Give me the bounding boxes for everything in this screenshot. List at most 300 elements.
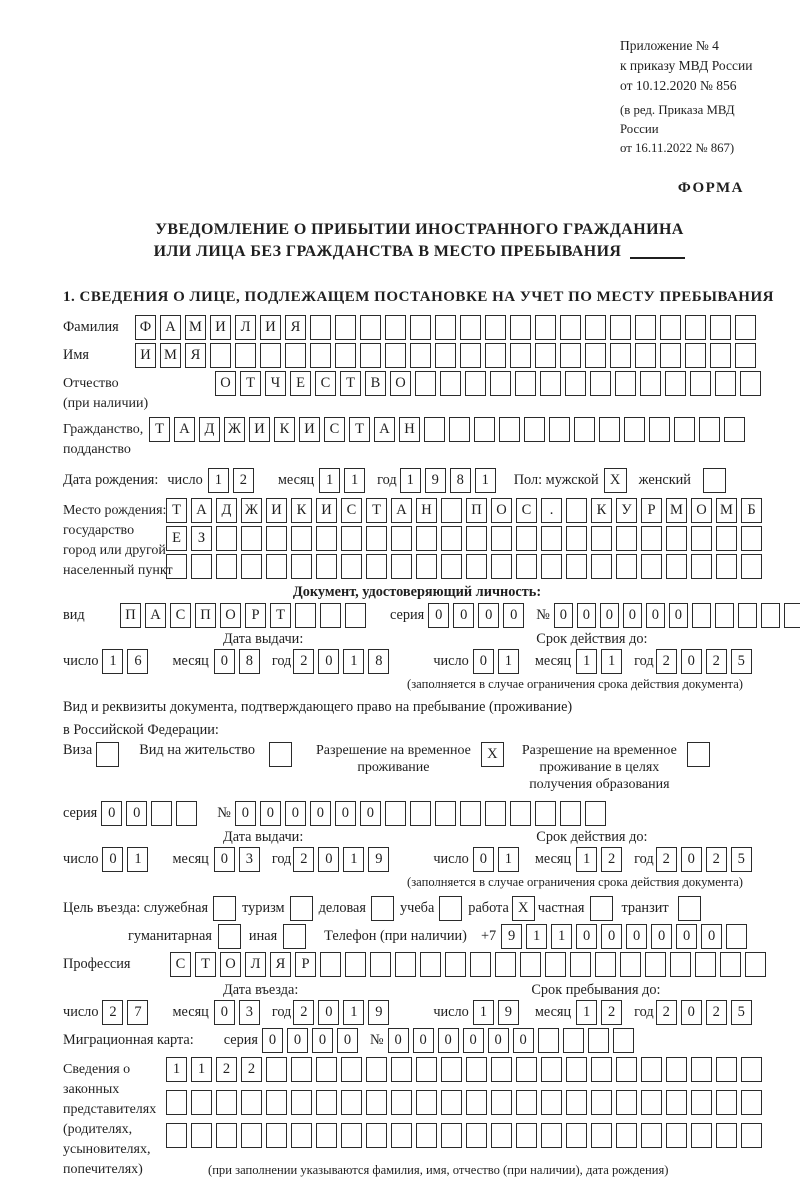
char-cell: 0 <box>473 649 494 674</box>
cell-group <box>293 649 393 674</box>
char-cell <box>691 1123 712 1148</box>
label-text: транзит <box>621 900 669 916</box>
char-cell: 3 <box>239 1000 260 1025</box>
char-cell <box>391 1090 412 1115</box>
char-cell: 2 <box>706 847 727 872</box>
char-cell <box>335 315 356 340</box>
char-cell <box>538 1028 559 1053</box>
char-cell <box>266 526 287 551</box>
char-cell <box>266 1090 287 1115</box>
char-cell: 0 <box>681 847 702 872</box>
residence-validity-note <box>63 874 776 890</box>
title-blank-underline <box>630 257 685 259</box>
char-cell <box>241 1090 262 1115</box>
char-cell: 0 <box>214 649 235 674</box>
char-cell: 1 <box>208 468 229 493</box>
label-text: учеба <box>399 900 435 916</box>
label-text: законных <box>63 1082 120 1097</box>
label-text: (родителях, <box>63 1122 133 1137</box>
char-cell: В <box>365 371 386 396</box>
char-cell: 1 <box>191 1057 212 1082</box>
char-cell: Т <box>366 498 387 523</box>
char-cell: 9 <box>501 924 522 949</box>
char-cell: Ж <box>241 498 262 523</box>
char-cell: 1 <box>601 649 622 674</box>
char-cell: С <box>324 417 345 442</box>
label-text: Цель въезда: служебная <box>63 900 209 916</box>
char-cell <box>535 801 556 826</box>
cell-group <box>170 952 770 977</box>
label-text: год <box>377 472 397 488</box>
char-cell <box>410 315 431 340</box>
label-text: число <box>63 1004 99 1020</box>
row-patronymic <box>63 371 776 414</box>
section1-heading: 1. СВЕДЕНИЯ О ЛИЦЕ, ПОДЛЕЖАЩЕМ ПОСТАНОВКЕ НА УЧЕТ ПО МЕСТУ ПРЕБЫВАНИЯ <box>63 289 774 305</box>
label-text: город или другой <box>63 543 166 558</box>
char-cell <box>640 371 661 396</box>
label-text: Пол: мужской <box>513 472 599 488</box>
char-cell <box>345 952 366 977</box>
char-cell: И <box>210 315 231 340</box>
char-cell <box>716 1057 737 1082</box>
char-cell: А <box>191 498 212 523</box>
label-text: серия <box>63 805 98 821</box>
char-cell: К <box>291 498 312 523</box>
char-cell <box>666 554 687 579</box>
char-cell <box>740 371 761 396</box>
char-cell <box>610 343 631 368</box>
row-migration-card <box>63 1028 776 1053</box>
char-cell <box>216 1123 237 1148</box>
char-cell <box>166 554 187 579</box>
revision-line: от 16.11.2022 № 867) <box>620 141 735 155</box>
char-cell: А <box>374 417 395 442</box>
char-cell: Т <box>349 417 370 442</box>
appendix-line: к приказу МВД России <box>620 58 753 73</box>
label-text: деловая <box>318 900 366 916</box>
char-cell <box>541 554 562 579</box>
char-cell <box>585 315 606 340</box>
label-text: № <box>536 607 550 623</box>
char-cell <box>441 1057 462 1082</box>
char-cell: 1 <box>475 468 496 493</box>
label-text: Срок пребывания до: <box>531 982 661 998</box>
cell-group <box>554 603 800 628</box>
char-cell: 0 <box>287 1028 308 1053</box>
char-cell <box>545 952 566 977</box>
label-text: Разрешение на временное <box>521 743 677 758</box>
cell-group <box>501 924 751 949</box>
char-cell <box>566 1090 587 1115</box>
char-cell <box>441 526 462 551</box>
char-cell <box>345 603 366 628</box>
temp-residence-education-checkbox <box>687 742 710 767</box>
cell-group <box>214 649 264 674</box>
label-text: месяц <box>534 653 572 669</box>
char-cell <box>716 1090 737 1115</box>
char-cell: Н <box>416 498 437 523</box>
label-text: Миграционная карта: <box>63 1032 194 1048</box>
label-text: (при наличии) <box>63 396 149 411</box>
char-cell <box>410 343 431 368</box>
label-text: число <box>63 653 99 669</box>
label-block <box>63 498 173 581</box>
char-cell <box>761 603 780 628</box>
char-cell <box>485 343 506 368</box>
char-cell: У <box>616 498 637 523</box>
char-cell <box>491 1057 512 1082</box>
char-cell <box>391 1123 412 1148</box>
label-text: серия <box>223 1032 258 1048</box>
char-cell: 0 <box>360 801 381 826</box>
char-cell <box>470 952 491 977</box>
char-cell <box>735 315 756 340</box>
char-cell: И <box>260 315 281 340</box>
residence-permit-checkbox <box>269 742 292 767</box>
char-cell <box>566 526 587 551</box>
char-cell <box>366 1057 387 1082</box>
char-cell: П <box>195 603 216 628</box>
cell-group <box>293 1000 393 1025</box>
char-cell <box>641 1057 662 1082</box>
char-cell <box>360 315 381 340</box>
char-cell <box>366 554 387 579</box>
purpose-tourism-checkbox <box>290 896 313 921</box>
row-profession <box>63 952 776 977</box>
char-cell: Я <box>270 952 291 977</box>
label-block <box>63 371 215 414</box>
row-doc-dates <box>63 649 776 674</box>
char-cell: 5 <box>731 847 752 872</box>
char-cell <box>540 371 561 396</box>
char-cell: 0 <box>337 1028 358 1053</box>
char-cell: Я <box>285 315 306 340</box>
appendix-block <box>620 36 776 158</box>
label-text: число <box>433 653 469 669</box>
char-cell <box>613 1028 634 1053</box>
char-cell <box>441 554 462 579</box>
label-text: № <box>217 805 231 821</box>
char-cell <box>595 952 616 977</box>
char-cell <box>665 371 686 396</box>
char-cell <box>641 554 662 579</box>
char-cell <box>495 952 516 977</box>
form-title <box>63 219 776 263</box>
label-text: Виза <box>63 742 93 758</box>
char-cell <box>535 343 556 368</box>
purpose-other-checkbox <box>283 924 306 949</box>
char-cell <box>341 1090 362 1115</box>
row-residence-doc-series <box>63 801 776 826</box>
label-text: месяц <box>534 851 572 867</box>
label-text: Имя <box>63 347 89 363</box>
char-cell <box>316 1090 337 1115</box>
char-cell <box>516 526 537 551</box>
label-text: год <box>634 1004 654 1020</box>
char-cell <box>641 526 662 551</box>
char-cell <box>235 343 256 368</box>
char-cell: 7 <box>127 1000 148 1025</box>
char-cell <box>266 554 287 579</box>
char-cell <box>316 1123 337 1148</box>
char-cell <box>566 1123 587 1148</box>
row-residence-dates <box>63 847 776 872</box>
char-cell <box>691 1057 712 1082</box>
label-block <box>63 1057 166 1180</box>
char-cell: И <box>135 343 156 368</box>
char-cell <box>710 315 731 340</box>
char-cell <box>291 1090 312 1115</box>
purpose-private-checkbox <box>590 896 613 921</box>
char-cell <box>735 343 756 368</box>
label-text: Документ, удостоверяющий личность: <box>292 584 542 600</box>
char-cell: 0 <box>646 603 665 628</box>
label-text: проживание <box>357 760 430 775</box>
char-cell <box>499 417 520 442</box>
cell-rows <box>166 1057 766 1148</box>
char-cell <box>516 1123 537 1148</box>
char-cell: 1 <box>473 1000 494 1025</box>
char-cell <box>416 1057 437 1082</box>
cell-group <box>214 1000 264 1025</box>
char-cell: 1 <box>343 847 364 872</box>
cell-group <box>149 417 749 442</box>
char-cell <box>210 343 231 368</box>
char-cell <box>465 371 486 396</box>
char-cell <box>466 1123 487 1148</box>
char-cell: И <box>266 498 287 523</box>
char-cell <box>370 952 391 977</box>
char-cell <box>610 315 631 340</box>
char-cell: 0 <box>285 801 306 826</box>
char-cell <box>360 343 381 368</box>
char-cell <box>491 1090 512 1115</box>
char-cell <box>741 554 762 579</box>
char-cell <box>666 526 687 551</box>
char-cell: 2 <box>102 1000 123 1025</box>
char-cell <box>241 1123 262 1148</box>
char-cell <box>366 1123 387 1148</box>
cell-group <box>473 1000 523 1025</box>
char-cell: 5 <box>731 649 752 674</box>
char-cell <box>660 315 681 340</box>
label-text: год <box>271 653 292 669</box>
cell-rows <box>149 417 749 442</box>
char-cell: И <box>316 498 337 523</box>
char-cell <box>491 526 512 551</box>
char-cell: 2 <box>601 847 622 872</box>
temp-residence-permit-checkbox: X <box>481 742 504 767</box>
row-residence-doc-type <box>63 742 776 793</box>
char-cell <box>341 554 362 579</box>
cell-rows <box>166 498 766 579</box>
char-cell: 9 <box>425 468 446 493</box>
char-cell: 0 <box>335 801 356 826</box>
cell-group <box>388 1028 638 1053</box>
cell-group <box>215 371 765 396</box>
char-cell: 0 <box>554 603 573 628</box>
char-cell <box>685 315 706 340</box>
char-cell: 1 <box>576 1000 597 1025</box>
char-cell: 0 <box>503 603 524 628</box>
char-cell <box>491 1123 512 1148</box>
char-cell <box>216 1090 237 1115</box>
char-cell <box>415 371 436 396</box>
char-cell <box>741 1090 762 1115</box>
char-cell: 0 <box>101 801 122 826</box>
char-cell <box>585 343 606 368</box>
form-body <box>63 315 776 1178</box>
char-cell <box>590 371 611 396</box>
revision-line: (в ред. Приказа МВД России <box>620 103 735 136</box>
char-cell <box>741 526 762 551</box>
char-cell <box>335 343 356 368</box>
char-cell: Т <box>270 603 291 628</box>
label-text: Гражданство, <box>63 422 144 437</box>
char-cell: 2 <box>656 1000 677 1025</box>
char-cell <box>716 554 737 579</box>
char-cell <box>260 343 281 368</box>
char-cell <box>491 554 512 579</box>
char-cell <box>616 554 637 579</box>
char-cell <box>216 526 237 551</box>
char-cell <box>715 371 736 396</box>
char-cell: 6 <box>127 649 148 674</box>
char-cell <box>385 801 406 826</box>
label-text: № <box>370 1032 384 1048</box>
char-cell <box>635 315 656 340</box>
char-cell <box>563 1028 584 1053</box>
label-text: число <box>63 851 99 867</box>
cell-group <box>262 1028 362 1053</box>
char-cell <box>591 1057 612 1082</box>
char-cell <box>574 417 595 442</box>
char-cell: С <box>170 603 191 628</box>
char-cell <box>524 417 545 442</box>
char-cell <box>591 1090 612 1115</box>
char-cell <box>691 1090 712 1115</box>
label-text: месяц <box>172 653 209 669</box>
char-cell: 0 <box>669 603 688 628</box>
char-cell: 0 <box>214 1000 235 1025</box>
cell-group <box>235 801 610 826</box>
char-cell <box>391 526 412 551</box>
cell-group <box>101 801 201 826</box>
label-text: (заполняется в случае ограничения срока действия документа) <box>407 676 743 691</box>
char-cell: М <box>666 498 687 523</box>
char-cell <box>541 1057 562 1082</box>
char-cell <box>691 554 712 579</box>
label-text: усыновителях, <box>63 1142 151 1157</box>
cell-group <box>166 1123 766 1148</box>
char-cell <box>685 343 706 368</box>
char-cell <box>570 952 591 977</box>
char-cell: 1 <box>498 847 519 872</box>
label-text: работа <box>468 900 509 916</box>
label-text: Дата въезда: <box>223 982 299 998</box>
cell-group <box>166 498 766 523</box>
char-cell: А <box>391 498 412 523</box>
char-cell: Д <box>216 498 237 523</box>
char-cell: 0 <box>438 1028 459 1053</box>
char-cell: 8 <box>239 649 260 674</box>
char-cell <box>460 315 481 340</box>
label-text: получения образования <box>529 777 670 792</box>
char-cell <box>485 801 506 826</box>
char-cell <box>566 498 587 523</box>
char-cell <box>341 526 362 551</box>
char-cell <box>191 1090 212 1115</box>
char-cell <box>660 343 681 368</box>
char-cell <box>510 343 531 368</box>
char-cell <box>485 315 506 340</box>
char-cell: 1 <box>127 847 148 872</box>
cell-group <box>576 847 626 872</box>
char-cell: 2 <box>656 649 677 674</box>
char-cell <box>560 801 581 826</box>
doc-dates-header <box>63 631 776 648</box>
char-cell <box>416 1090 437 1115</box>
char-cell: К <box>591 498 612 523</box>
char-cell: О <box>491 498 512 523</box>
char-cell: А <box>145 603 166 628</box>
char-cell: 0 <box>626 924 647 949</box>
char-cell <box>316 1057 337 1082</box>
char-cell: 0 <box>312 1028 333 1053</box>
char-cell <box>191 554 212 579</box>
identity-doc-heading <box>63 584 776 601</box>
char-cell <box>310 343 331 368</box>
char-cell: 0 <box>513 1028 534 1053</box>
char-cell <box>699 417 720 442</box>
char-cell: 1 <box>526 924 547 949</box>
char-cell: Л <box>245 952 266 977</box>
char-cell: Б <box>741 498 762 523</box>
char-cell: 0 <box>601 924 622 949</box>
char-cell <box>285 343 306 368</box>
label-text: Разрешение на временное <box>315 743 471 758</box>
char-cell <box>588 1028 609 1053</box>
char-cell: 2 <box>656 847 677 872</box>
char-cell: Р <box>641 498 662 523</box>
char-cell <box>474 417 495 442</box>
char-cell <box>566 554 587 579</box>
char-cell: С <box>341 498 362 523</box>
char-cell <box>466 1057 487 1082</box>
label-text: Вид на жительство <box>139 742 255 758</box>
char-cell <box>424 417 445 442</box>
char-cell: Е <box>290 371 311 396</box>
char-cell <box>516 554 537 579</box>
label-text: представителях <box>63 1102 157 1117</box>
char-cell: . <box>541 498 562 523</box>
char-cell <box>291 554 312 579</box>
char-cell <box>441 1090 462 1115</box>
label-text: Телефон (при наличии) <box>324 928 467 944</box>
char-cell: 1 <box>166 1057 187 1082</box>
char-cell: Н <box>399 417 420 442</box>
row-birth-place <box>63 498 776 581</box>
char-cell <box>291 1123 312 1148</box>
char-cell: 0 <box>413 1028 434 1053</box>
char-cell: А <box>160 315 181 340</box>
char-cell: К <box>274 417 295 442</box>
char-cell <box>716 526 737 551</box>
label-text: туризм <box>242 900 285 916</box>
char-cell <box>541 1123 562 1148</box>
char-cell: 5 <box>731 1000 752 1025</box>
char-cell <box>591 526 612 551</box>
